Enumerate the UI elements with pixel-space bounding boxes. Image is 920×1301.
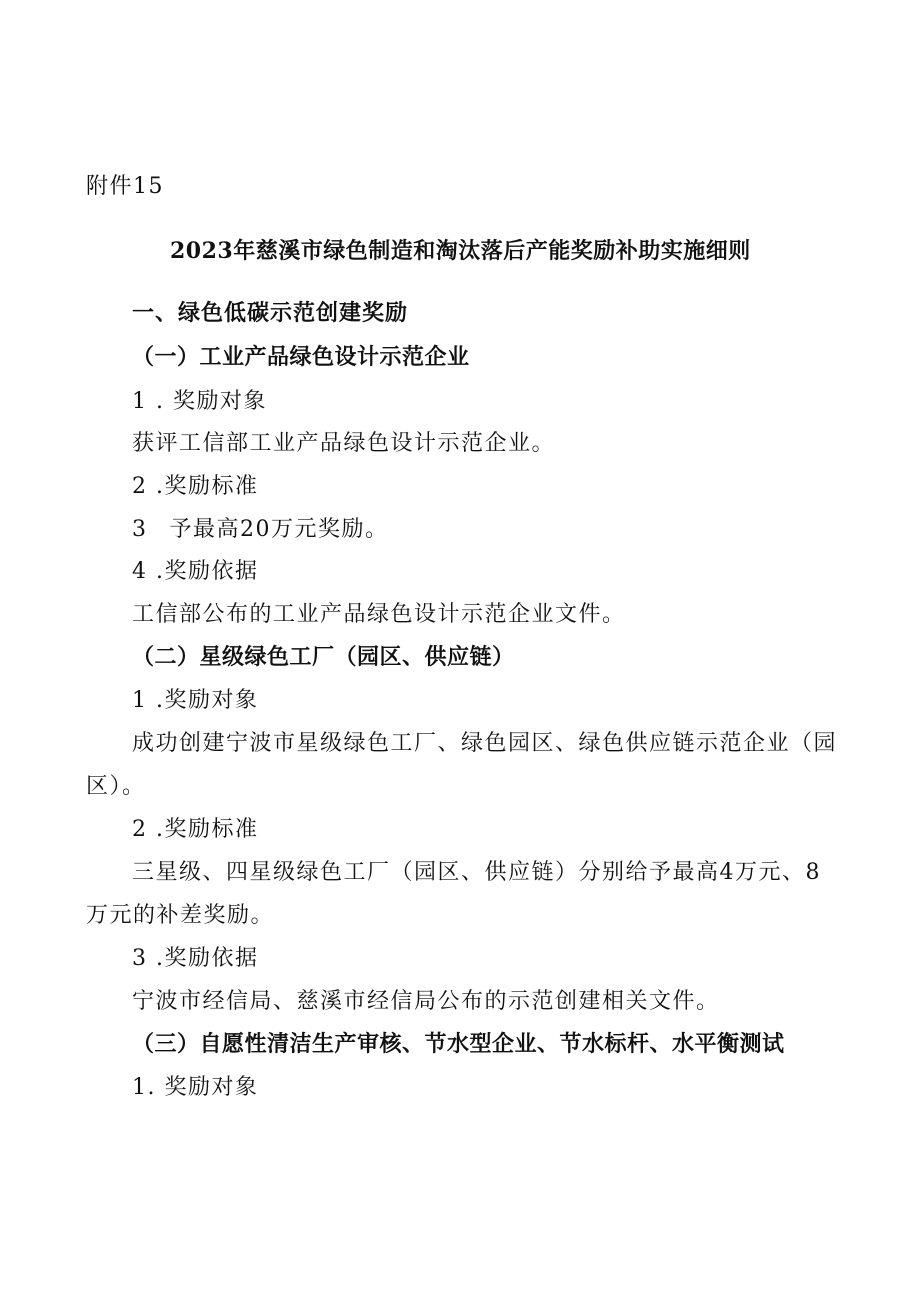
section-heading-1: 一、绿色低碳示范创建奖励 [132, 301, 409, 326]
item-label: 2 .奖励标准 [132, 474, 259, 499]
page-title: 2023年慈溪市绿色制造和淘汰落后产能奖励补助实施细则 [170, 238, 751, 264]
item-label: 1 .奖励对象 [132, 688, 259, 713]
item-text: 宁波市经信局、慈溪市经信局公布的示范创建相关文件。 [132, 989, 720, 1014]
item-text-continuation: 区）。 [86, 774, 146, 799]
subsection-heading-2: （二）星级绿色工厂（园区、供应链） [132, 645, 515, 670]
subsection-heading-1: （一）工业产品绿色设计示范企业 [132, 345, 470, 370]
subsection-heading-3: （三）自愿性清洁生产审核、节水型企业、节水标杆、水平衡测试 [132, 1032, 785, 1057]
item-label: 1. 奖励对象 [132, 1075, 259, 1100]
item-text: 获评工信部工业产品绿色设计示范企业。 [132, 431, 556, 456]
item-text-continuation: 万元的补差奖励。 [86, 903, 275, 928]
item-text [132, 515, 389, 545]
item-text: 工信部公布的工业产品绿色设计示范企业文件。 [132, 602, 626, 627]
item-text: 三星级、四星级绿色工厂（园区、供应链）分别给予最高4万元、8 [132, 860, 821, 885]
item-text: 成功创建宁波市星级绿色工厂、绿色园区、绿色供应链示范企业（园 [132, 731, 838, 756]
item-label: 1 . 奖励对象 [132, 389, 267, 414]
item-label: 3 .奖励依据 [132, 946, 259, 971]
item-number: 3 [132, 517, 148, 542]
item-label: 2 .奖励标准 [132, 817, 259, 842]
attachment-label: 附件15 [86, 174, 164, 199]
item-label: 4 .奖励依据 [132, 559, 259, 584]
item-text-content: 予最高20万元奖励。 [169, 517, 389, 542]
